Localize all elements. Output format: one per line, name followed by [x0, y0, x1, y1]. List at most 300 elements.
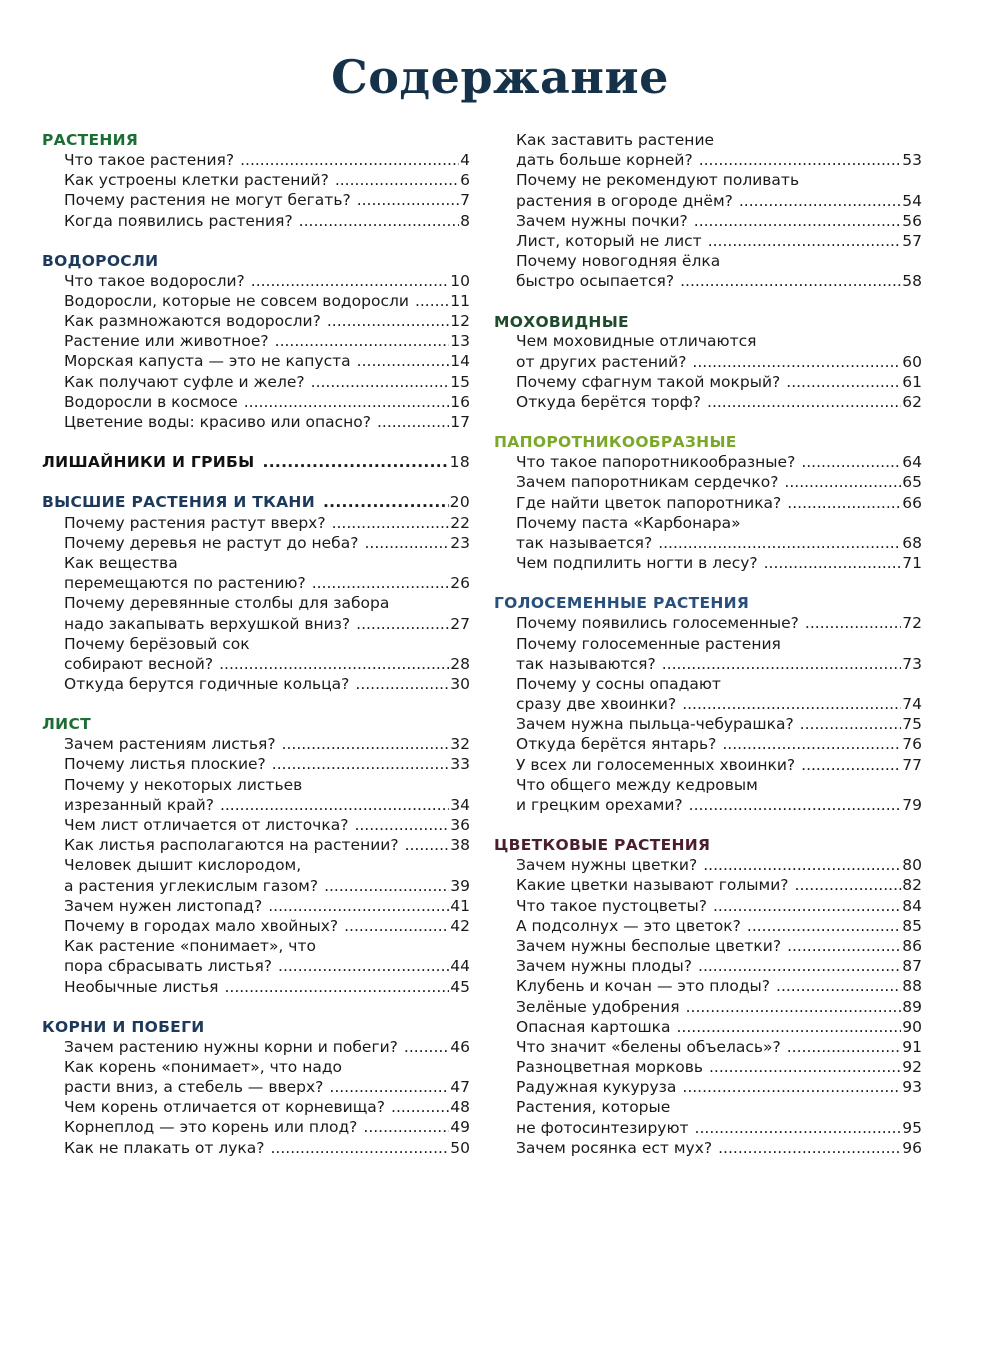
dot-leader	[329, 1077, 449, 1097]
toc-entry[interactable]	[42, 150, 470, 170]
toc-entry-line	[516, 714, 922, 734]
entry-title: А подсолнух — это цветок?	[516, 916, 741, 935]
page-number: 39	[450, 876, 470, 895]
dot-leader	[786, 372, 901, 392]
toc-entry[interactable]	[42, 513, 470, 533]
toc-entry[interactable]	[42, 331, 470, 351]
section-heading[interactable]	[42, 1017, 470, 1037]
dot-leader	[795, 875, 902, 895]
toc-entry[interactable]	[494, 916, 922, 936]
page-number: 45	[450, 977, 470, 996]
entry-title: Необычные листья	[64, 977, 219, 996]
dot-leader	[312, 573, 450, 593]
entry-title: Как не плакать от лука?	[64, 1138, 265, 1157]
toc-entry-line	[516, 170, 922, 190]
toc-entry[interactable]	[42, 835, 470, 855]
toc-entry-line	[516, 493, 922, 513]
entry-title: Что такое водоросли?	[64, 271, 245, 290]
dot-leader	[354, 815, 449, 835]
page-number: 68	[902, 533, 922, 552]
toc-entry[interactable]	[42, 775, 470, 815]
dot-leader	[776, 976, 901, 996]
section-heading-text: КОРНИ И ПОБЕГИ	[42, 1017, 205, 1036]
dot-leader	[682, 694, 901, 714]
entry-title: Чем лист отличается от листочка?	[64, 816, 349, 835]
toc-entry-line	[516, 1017, 922, 1037]
toc-entry[interactable]	[42, 936, 470, 976]
toc-entry[interactable]	[42, 1138, 470, 1158]
toc-entry-line	[64, 211, 470, 231]
page-number: 89	[902, 997, 922, 1016]
section-heading-text: ЛИШАЙНИКИ И ГРИБЫ	[42, 453, 255, 472]
toc-entry[interactable]	[42, 674, 470, 694]
toc-entry-line	[64, 513, 470, 533]
toc-entry[interactable]	[42, 1037, 470, 1057]
toc-entry-line	[64, 916, 470, 936]
toc-entry-line	[516, 1057, 922, 1077]
dot-leader	[335, 170, 459, 190]
toc-entry-line	[516, 735, 922, 755]
dot-leader	[677, 1017, 902, 1037]
dot-leader	[682, 1077, 901, 1097]
dot-leader	[692, 352, 901, 372]
toc-entry[interactable]	[494, 1037, 922, 1057]
dot-leader	[282, 734, 450, 754]
entry-title: Почему новогодняя ёлка	[516, 252, 721, 271]
entry-title: собирают весной?	[64, 654, 214, 673]
toc-entry[interactable]	[494, 170, 922, 210]
toc-entry[interactable]	[42, 916, 470, 936]
toc-entry-line	[516, 332, 922, 352]
section-heading[interactable]	[494, 312, 922, 332]
section-heading-text: РАСТЕНИЯ	[42, 131, 139, 149]
page-number: 86	[902, 936, 922, 955]
toc-entry-line	[64, 734, 470, 754]
toc-entry-line	[516, 755, 922, 775]
page-number: 17	[450, 413, 470, 432]
section-heading-text: ЛИСТ	[42, 715, 91, 734]
section-heading[interactable]	[42, 714, 470, 734]
entry-title: Почему паста «Карбонара»	[516, 513, 741, 532]
toc-entry-line	[64, 553, 470, 573]
entry-title: Зачем росянка ест мух?	[516, 1138, 713, 1157]
toc-entry-line	[516, 452, 922, 472]
entry-title: Почему у некоторых листьев	[64, 775, 303, 794]
toc-entry[interactable]	[494, 1057, 922, 1077]
page-number: 64	[902, 453, 922, 472]
toc-entry-line	[64, 775, 470, 795]
page-number: 42	[450, 916, 470, 935]
page-number: 50	[450, 1138, 470, 1157]
dot-leader	[357, 351, 450, 371]
dot-leader	[415, 291, 449, 311]
toc-entry[interactable]	[494, 735, 922, 755]
section-heading-text: ЦВЕТКОВЫЕ РАСТЕНИЯ	[494, 836, 711, 855]
toc-entry[interactable]	[42, 1118, 470, 1138]
entry-title: расти вниз, а стебель — вверх?	[64, 1078, 324, 1097]
toc-entry[interactable]	[494, 130, 922, 170]
toc-section	[494, 593, 922, 815]
entry-title: Как растение «понимает», что	[64, 937, 316, 956]
toc-entry-line	[64, 392, 470, 412]
section-heading[interactable]	[494, 835, 922, 855]
toc-section	[42, 1017, 470, 1158]
entry-title: Почему у сосны опадают	[516, 674, 721, 693]
toc-entry-line	[516, 775, 922, 795]
entry-title: Зачем папоротникам сердечко?	[516, 473, 779, 492]
toc-entry[interactable]	[42, 412, 470, 432]
page-number: 38	[450, 836, 470, 855]
toc-entry[interactable]	[42, 553, 470, 593]
dot-leader	[694, 211, 902, 231]
dot-leader	[244, 392, 450, 412]
toc-section	[42, 452, 470, 472]
toc-entry-line	[516, 613, 922, 633]
page-number: 77	[902, 755, 922, 774]
entry-title: Чем моховидные отличаются	[516, 332, 757, 351]
dot-leader	[220, 795, 449, 815]
dot-leader	[707, 392, 901, 412]
section-heading[interactable]	[42, 251, 470, 271]
section-heading-text: ПАПОРОТНИКООБРАЗНЫЕ	[494, 433, 737, 452]
page-number: 22	[450, 513, 470, 532]
toc-entry[interactable]	[494, 634, 922, 674]
page-number: 66	[902, 493, 922, 512]
toc-entry[interactable]	[42, 311, 470, 331]
page-number: 73	[902, 654, 922, 673]
dot-leader	[278, 956, 449, 976]
entry-title: Растение или животное?	[64, 332, 269, 351]
toc-entry-line	[64, 755, 470, 775]
page-number: 79	[902, 796, 922, 815]
entry-title: Как вещества	[64, 553, 178, 572]
toc-section	[42, 714, 470, 996]
page-number: 44	[450, 957, 470, 976]
toc-section	[494, 312, 922, 413]
toc-entry-line	[516, 352, 922, 372]
toc-entry-line	[64, 614, 470, 634]
entry-title: Что такое папоротникообразные?	[516, 453, 796, 472]
toc-entry-line	[64, 311, 470, 331]
toc-entry[interactable]	[494, 553, 922, 573]
toc-entry[interactable]	[494, 513, 922, 553]
page-number: 46	[450, 1037, 470, 1056]
entry-title: Откуда берётся торф?	[516, 393, 702, 412]
toc-entry[interactable]	[494, 674, 922, 714]
section-heading[interactable]	[42, 130, 470, 150]
page-number: 23	[450, 533, 470, 552]
toc-entry[interactable]	[494, 452, 922, 472]
toc-entry[interactable]	[494, 855, 922, 875]
toc-entry[interactable]	[42, 855, 470, 895]
toc-entry-line	[64, 1118, 470, 1138]
entry-title: Откуда берутся годичные кольца?	[64, 675, 350, 694]
toc-entry[interactable]	[494, 956, 922, 976]
entry-title: Разноцветная морковь	[516, 1058, 703, 1077]
entry-title: Растения, которые	[516, 1098, 671, 1117]
toc-entry[interactable]	[494, 896, 922, 916]
entry-title: Почему появились голосеменные?	[516, 614, 799, 633]
page-number: 84	[902, 896, 922, 915]
section-heading[interactable]	[42, 492, 470, 512]
page-number: 27	[450, 614, 470, 633]
toc-entry-line	[516, 654, 922, 674]
toc-entry[interactable]	[494, 1138, 922, 1158]
toc-section	[494, 130, 922, 292]
entry-title: Зачем нужны бесполые цветки?	[516, 936, 782, 955]
dot-leader	[324, 876, 449, 896]
toc-entry[interactable]	[494, 231, 922, 251]
entry-title: Что общего между кедровым	[516, 775, 758, 794]
toc-entry[interactable]	[42, 1097, 470, 1117]
dot-leader	[686, 997, 902, 1017]
toc-entry[interactable]	[42, 271, 470, 291]
toc-entry-line	[516, 694, 922, 714]
toc-entry[interactable]	[42, 634, 470, 674]
page-number: 41	[450, 896, 470, 915]
toc-entry-line	[64, 1057, 470, 1077]
toc-entry-line	[516, 997, 922, 1017]
toc-entry[interactable]	[494, 875, 922, 895]
toc-entry[interactable]	[494, 472, 922, 492]
toc-entry[interactable]	[42, 170, 470, 190]
toc-entry-line	[64, 573, 470, 593]
toc-entry-line	[64, 271, 470, 291]
toc-entry[interactable]	[42, 291, 470, 311]
toc-entry-line	[516, 1077, 922, 1097]
dot-leader	[680, 271, 901, 291]
toc-entry-line	[64, 190, 470, 210]
entry-title: Чем подпилить ногти в лесу?	[516, 554, 758, 573]
toc-entry[interactable]	[494, 613, 922, 633]
dot-leader	[405, 835, 450, 855]
dot-leader	[271, 1138, 450, 1158]
toc-entry[interactable]	[42, 1057, 470, 1097]
toc-entry-line	[516, 634, 922, 654]
entry-title: Радужная кукуруза	[516, 1078, 677, 1097]
toc-entry-line	[516, 251, 922, 271]
toc-entry-line	[64, 412, 470, 432]
entry-title: так называются?	[516, 654, 656, 673]
toc-entry[interactable]	[42, 190, 470, 210]
toc-entry-line	[516, 956, 922, 976]
section-heading[interactable]	[494, 432, 922, 452]
toc-entry[interactable]	[494, 936, 922, 956]
page-number: 82	[902, 876, 922, 895]
page-number: 88	[902, 977, 922, 996]
dot-leader	[364, 533, 449, 553]
dot-leader	[299, 211, 459, 231]
page-number: 76	[902, 735, 922, 754]
page-number: 61	[902, 372, 922, 391]
page-number: 65	[902, 473, 922, 492]
page-number: 96	[902, 1138, 922, 1157]
page-number: 87	[902, 957, 922, 976]
page-number: 60	[902, 352, 922, 371]
dot-leader	[698, 956, 901, 976]
section-heading[interactable]	[494, 593, 922, 613]
dot-leader	[708, 231, 902, 251]
toc-entry[interactable]	[42, 211, 470, 231]
entry-title: Что такое пустоцветы?	[516, 896, 707, 915]
toc-entry[interactable]	[494, 392, 922, 412]
toc-section	[494, 432, 922, 573]
dot-leader	[718, 1138, 901, 1158]
entry-title: Почему растения не могут бегать?	[64, 191, 351, 210]
dot-leader	[805, 613, 901, 633]
dot-leader	[662, 654, 902, 674]
page-number: 91	[902, 1037, 922, 1056]
toc-entry[interactable]	[494, 1077, 922, 1097]
page-number: 53	[902, 151, 922, 170]
toc-entry[interactable]	[494, 1017, 922, 1037]
toc-entry[interactable]	[42, 372, 470, 392]
toc-entry[interactable]	[494, 211, 922, 231]
toc-entry[interactable]	[42, 533, 470, 553]
toc-entry-line	[64, 150, 470, 170]
entry-title: и грецким орехами?	[516, 796, 683, 815]
page-number: 71	[902, 554, 922, 573]
toc-entry-line	[516, 392, 922, 412]
toc-entry[interactable]	[494, 372, 922, 392]
page-number: 34	[450, 795, 470, 814]
toc-entry[interactable]	[494, 976, 922, 996]
toc-entry[interactable]	[494, 714, 922, 734]
toc-entry[interactable]	[42, 593, 470, 633]
dot-leader	[355, 674, 449, 694]
toc-entry-line	[64, 1077, 470, 1097]
dot-leader	[327, 311, 449, 331]
section-heading[interactable]	[42, 452, 470, 472]
toc-entry[interactable]	[42, 352, 470, 372]
page-number: 18	[449, 453, 470, 472]
page-number: 74	[902, 695, 922, 714]
toc-entry-line	[516, 795, 922, 815]
entry-title: Клубень и кочан — это плоды?	[516, 977, 771, 996]
toc-entry-line	[64, 876, 470, 896]
toc-entry[interactable]	[42, 734, 470, 754]
entry-title: Какие цветки называют голыми?	[516, 876, 789, 895]
toc-entry-line	[64, 593, 470, 613]
dot-leader	[689, 795, 902, 815]
entry-title: сразу две хвоинки?	[516, 695, 677, 714]
dot-leader	[801, 452, 901, 472]
toc-entry-line	[516, 513, 922, 533]
entry-title: быстро осыпается?	[516, 272, 675, 291]
page-number: 10	[450, 271, 470, 290]
toc-entry-line	[64, 372, 470, 392]
toc-left-column	[42, 130, 470, 1178]
dot-leader	[344, 916, 449, 936]
toc-entry-line	[64, 331, 470, 351]
toc-entry[interactable]	[42, 755, 470, 775]
toc-entry-line	[516, 372, 922, 392]
page-number: 28	[450, 654, 470, 673]
dot-leader	[699, 150, 902, 170]
toc-entry[interactable]	[42, 815, 470, 835]
entry-title: Почему в городах мало хвойных?	[64, 916, 339, 935]
toc-entry-line	[64, 352, 470, 372]
toc-entry-line	[64, 835, 470, 855]
entry-title: Морская капуста — это не капуста	[64, 352, 351, 371]
entry-title: Зачем растениям листья?	[64, 735, 276, 754]
toc-entry-line	[64, 654, 470, 674]
toc-entry-line	[64, 291, 470, 311]
page-number: 95	[902, 1118, 922, 1137]
entry-title: Почему голосеменные растения	[516, 634, 781, 653]
entry-title: Зачем нужны плоды?	[516, 957, 693, 976]
dot-leader	[224, 977, 449, 997]
toc-entry-line	[64, 1097, 470, 1117]
page-number: 32	[450, 735, 470, 754]
toc-entry-line	[516, 976, 922, 996]
entry-title: Зачем растению нужны корни и побеги?	[64, 1037, 398, 1056]
entry-title: Корнеплод — это корень или плод?	[64, 1118, 358, 1137]
toc-entry-line	[516, 896, 922, 916]
page-number: 16	[450, 392, 470, 411]
toc-entry[interactable]	[494, 775, 922, 815]
toc-entry-line	[64, 634, 470, 654]
toc-section	[42, 251, 470, 433]
dot-leader	[739, 191, 901, 211]
page-number: 15	[450, 372, 470, 391]
toc-entry[interactable]	[494, 251, 922, 291]
dot-leader	[332, 513, 450, 533]
entry-title: Как листья располагаются на растении?	[64, 836, 399, 855]
entry-title: Когда появились растения?	[64, 211, 293, 230]
toc-entry-line	[516, 130, 922, 150]
page-number: 80	[902, 856, 922, 875]
section-heading-text: ВОДОРОСЛИ	[42, 251, 159, 270]
toc-entry[interactable]	[42, 896, 470, 916]
page-number: 90	[902, 1017, 922, 1036]
entry-title: Человек дышит кислородом,	[64, 856, 302, 875]
entry-title: Зачем нужны почки?	[516, 211, 688, 230]
toc-entry[interactable]	[494, 493, 922, 513]
toc-entry[interactable]	[494, 997, 922, 1017]
entry-title: дать больше корней?	[516, 151, 693, 170]
page-number: 30	[450, 675, 470, 694]
entry-title: а растения углекислым газом?	[64, 876, 319, 895]
toc-entry-line	[64, 795, 470, 815]
toc-entry-line	[516, 936, 922, 956]
dot-leader	[323, 492, 449, 512]
toc-entry[interactable]	[494, 332, 922, 372]
page-number: 57	[902, 231, 922, 250]
toc-entry[interactable]	[42, 392, 470, 412]
page-number: 7	[460, 191, 470, 210]
toc-entry-line	[516, 674, 922, 694]
page-number: 26	[450, 574, 470, 593]
toc-entry[interactable]	[494, 755, 922, 775]
entry-title: Откуда берётся янтарь?	[516, 735, 717, 754]
entry-title: Опасная картошка	[516, 1017, 671, 1036]
entry-title: изрезанный край?	[64, 795, 214, 814]
toc-entry[interactable]	[494, 1098, 922, 1138]
entry-title: Почему листья плоские?	[64, 755, 266, 774]
toc-entry-line	[64, 1037, 470, 1057]
page-number: 85	[902, 916, 922, 935]
page-number: 20	[449, 493, 470, 512]
toc-entry-line	[516, 553, 922, 573]
page-number: 58	[902, 272, 922, 291]
entry-title: Водоросли в космосе	[64, 392, 238, 411]
page-title: Содержание	[331, 50, 669, 104]
page-number: 75	[902, 715, 922, 734]
dot-leader	[311, 372, 450, 392]
toc-entry[interactable]	[42, 977, 470, 997]
toc-entry-line	[516, 231, 922, 251]
